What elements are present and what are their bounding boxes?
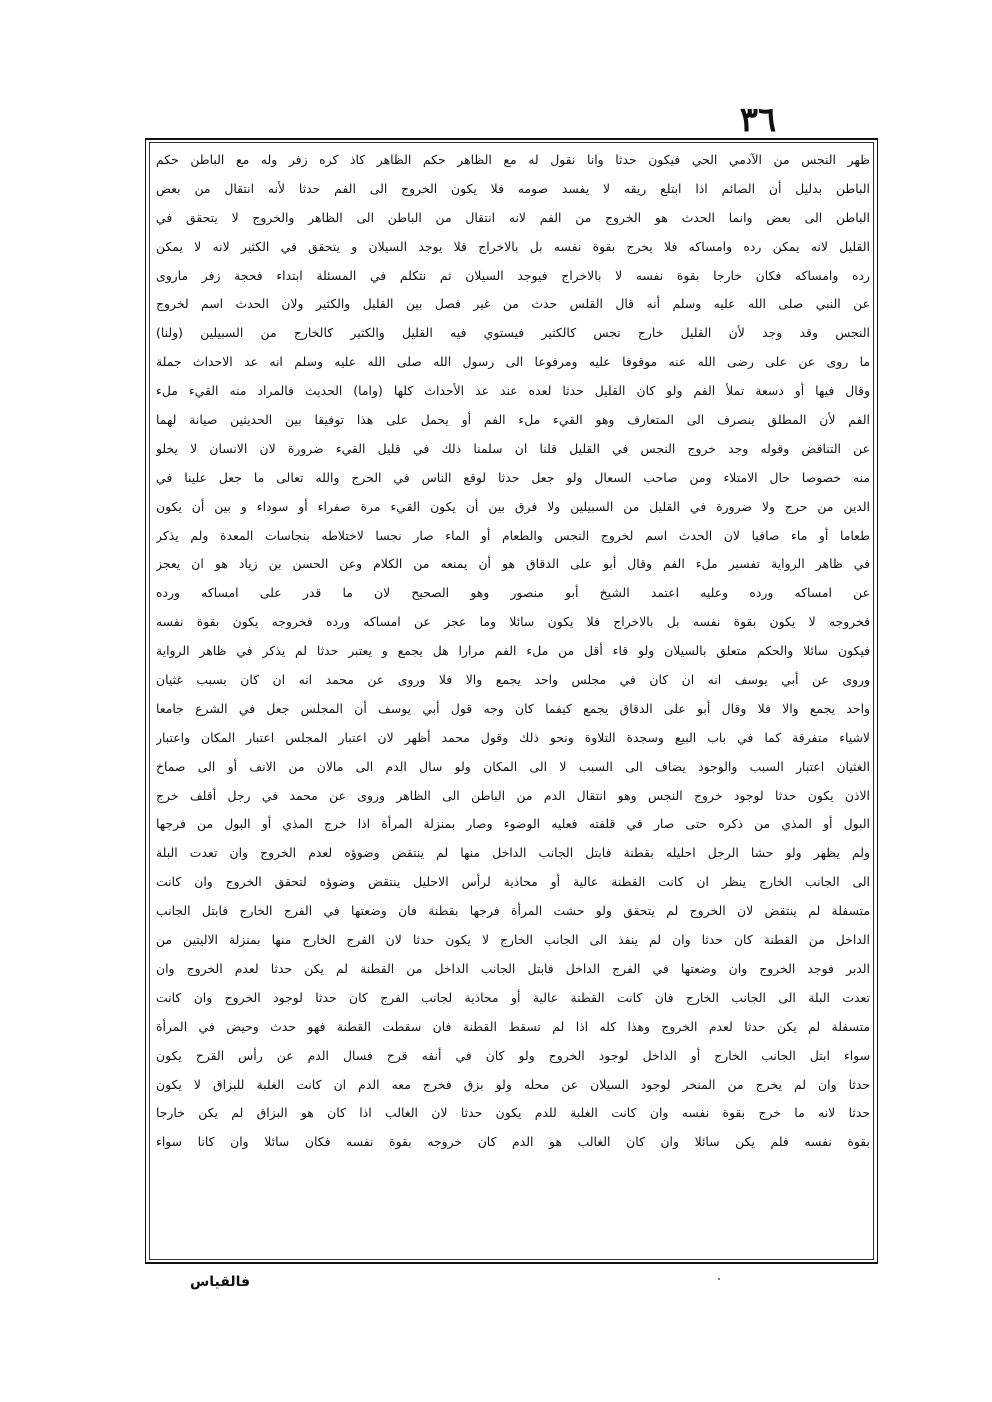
text-line: بقوة نفسه فلم يكن سائلا وان كان الغالب هو الدم كان خروجه بقوة نفسه فكان سائلا وان كانا سواء [156, 1134, 870, 1150]
body-text [156, 146, 870, 1258]
text-line: وقال فيها أو دسعة تملأ الفم ولو كان القليل حدثا لعده عند عد الأحداث كلها (واما) الحديث فالمراد منه القيء ملء [156, 383, 870, 399]
text-line: ولم يظهر ولو حشا الرجل احليله بقطنة فابتل الجانب الداخل منها لم ينتقض وضوؤه لعدم الخروج وان تعدت البلة [156, 845, 870, 861]
text-line: فخروجه لا يكون بقوة نفسه بل بالاخراج فلا يكون سائلا وما عجز عن امساكه ورده فخروجه يكون بقوة نفسه [156, 614, 870, 630]
text-line: حدثا وان لم يخرج من المنخر لوجود السيلان عن محله ولو بزق فخرج معه الدم ان كانت الغلبة للبزاق لا يكون [156, 1076, 870, 1092]
text-line: الفم لأن المطلق ينصرف الى المتعارف وهو القيء ملء الفم أو يحمل على هذا توفيقا بين الحديثين صيانة لهما [156, 412, 870, 428]
text-line: الدبر فوجد الخروج وان وضعتها في الفرج الداخل فابتل الجانب الداخل من القطنة لم يكن حدثا لعدم الخروج وان [156, 960, 870, 976]
catchword: فالقياس [189, 1274, 250, 1290]
text-line: الباطن الى بعض وانما الحدث هو الخروج من الفم لانه انتقال من الباطن الى الظاهر والخروج لا يتحقق في [156, 209, 870, 225]
text-line: عن النبي صلى الله عليه وسلم أنه قال القلس حدث من غير فصل بين القليل والكثير ولان الحدث اسم لخروج [156, 296, 870, 312]
text-line: البول أو المذي من ذكره حتى صار في قلفته فعليه الوضوء وصار بمنزلة المرأة اذا خرج المذي أو البول من فرجها [156, 816, 870, 832]
text-line: لاشياء متفرقة كما في باب البيع وسجدة التلاوة ونحو ذلك وقول محمد أظهر لان اعتبار المجلس اعتبار المكان واعتبار [156, 729, 870, 745]
text-line: الغثيان اعتبار السبب والوجود يضاف الى السبب لا الى المكان ولو سال الدم الى مالان من الانف أو الى صماخ [156, 758, 870, 774]
text-line: ما روى عن على رضى الله عنه موقوفا عليه ومرفوعا الى رسول الله صلى الله عليه وسلم انه عد الاحداث جملة [156, 354, 870, 370]
text-line: تعدت البلة الى الجانب الخارج فان كانت القطنة عالية أو محاذية لجانب الفرج كان حدثا لوجود الخروج وان كانت [156, 989, 870, 1005]
text-line: متسفلة لم ينتقض لان الخروج لم يتحقق ولو حشت المرأة فرجها بقطنة فان وضعتها في الفرج الخارج فابتل الجانب [156, 903, 870, 919]
text-line: عن التناقض وقوله وجد خروج النجس في القليل قلنا ان سلمنا ذلك في قليل القيء ضرورة لان الانسان لا يخلو [156, 440, 870, 456]
text-line: ظهر النجس من الآدمي الحي فيكون حدثا وانا نقول له مع الظاهر حكم الظاهر كاذ كره زفر وله مع الباطن حكم [156, 152, 870, 167]
text-line: الدين من حرج ولا ضرورة في القليل من السبيلين ولا فرق بين أن يكون القيء مرة صفراء أو سوداء و بين أن يكون [156, 498, 870, 514]
text-line: واحد يجمع والا فلا وقال أبو على الدقاق يجمع كيفما كان وجه قول أبي يوسف أن المجلس جعل في الشرع جامعا [156, 700, 870, 716]
text-line: منه خصوصا حال الامتلاء ومن صاحب السعال ولو جعل حدثا لوقع الناس في الحرج والله تعالى ما جعل علينا في [156, 469, 870, 485]
text-line: القليل لانه يمكن رده وامساكه فلا يخرج بقوة نفسه بل بالاخراج فلا يوجد السيلان و يتحقق في الكثير لانه لا يمكن [156, 238, 870, 254]
text-line: سواء ابتل الجانب الخارج أو الداخل لوجود الخروج ولو كان في أنفه قرح فسال الدم عن رأس القرح يكون [156, 1047, 870, 1063]
page-number: ٣٦ [739, 100, 777, 140]
text-line: وروى عن أبي يوسف انه ان كان في مجلس واحد يجمع والا فلا وروى عن محمد انه ان كان بسبب غثيان [156, 672, 870, 688]
text-line: الى الجانب الخارج ينظر ان كانت القطنة عالية أو محاذية لرأس الاحليل ينتقض وضوؤه لتحقق الخروج وان كانت [156, 874, 870, 890]
text-line: الاذن يكون حدثا لوجود خروج النجس وهو انتقال الدم من الباطن الى الظاهر وروى عن محمد في رجل أقلف خرج [156, 787, 870, 803]
text-line: رده وامساكه فكان خارجا بقوة نفسه لا بالاخراج فيوجد السيلان ثم نتكلم في المسئلة ابتداء فحجة زفر ماروى [156, 267, 870, 283]
text-line: عن امساكه ورده وعليه اعتمد الشيخ أبو منصور وهو الصحيح لان ما قدر على امساكه ورده [156, 585, 870, 601]
scan-speck [718, 1278, 720, 1280]
text-line: حدثا لانه ما خرج بقوة نفسه وان كانت الغلبة للدم يكون حدثا لان الغالب اذا كان هو البزاق لم يكن خارجا [156, 1105, 870, 1121]
text-line: متسفلة لم يكن حدثا لعدم الخروج وهذا كله اذا لم تسقط القطنة فان سقطت القطنة فهو حدث وحيض في المرأة [156, 1018, 870, 1034]
text-line: النجس وقد وجد لأن القليل خارج نجس كالكثير فيستوي فيه القليل والكثير كالخارج من السبيلين (ولنا) [156, 325, 870, 341]
text-line: في ظاهر الرواية تفسير ملء الفم وقال أبو على الدقاق هو أن يمنعه من الكلام وعن الحسن بن زياد هو ان يعجز [156, 556, 870, 572]
text-line: الداخل من القطنة كان حدثا وان لم ينفذ الى الجانب الخارج لا يكون حدثا لان الفرج الخارج منها بمنزلة الاليتين من [156, 932, 870, 948]
text-line: فيكون سائلا والحكم متعلق بالسيلان ولو قاء أقل من ملء الفم مرارا هل يجمع و يعتبر حدثا لم يذكر في ظاهر الرواية [156, 643, 870, 659]
text-line: طعاما أو ماء صافيا لان الحدث اسم لخروج النجس والطعام أو الماء صار نجسا لاختلاطه بنجاسات المعدة ولم يذكر [156, 527, 870, 543]
text-line: الباطن بدليل أن الصائم اذا ابتلع ريقه لا يفسد صومه فلا يكون الخروج الى الفم حدثا لأنه انتقال من بعض [156, 180, 870, 196]
